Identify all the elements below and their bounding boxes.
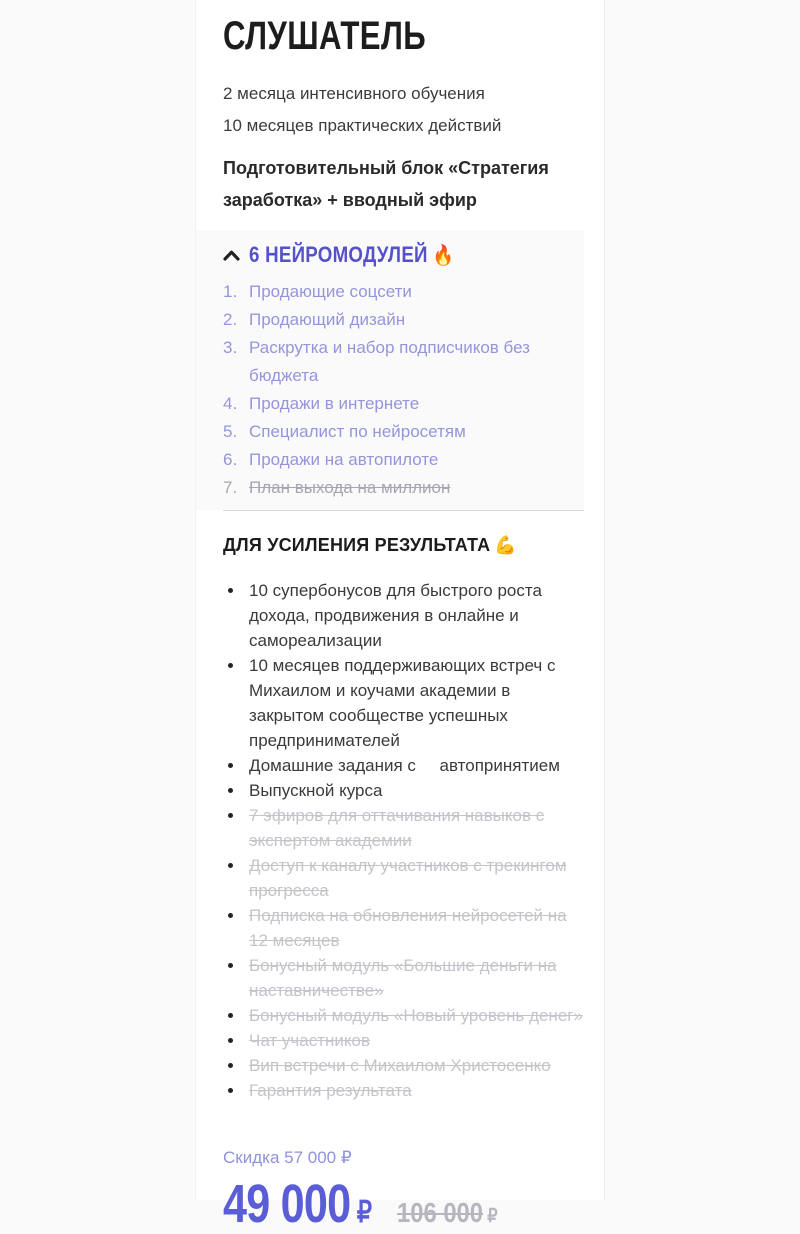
module-item <box>223 390 584 418</box>
bonus-label: Бонусный модуль «Большие деньги на наставничестве» <box>249 956 557 1000</box>
section-divider <box>223 510 584 511</box>
module-label: Специалист по нейросетям <box>249 422 466 441</box>
module-item <box>223 278 584 306</box>
bonus-item <box>223 778 584 803</box>
bullet-icon <box>228 1063 233 1068</box>
bonus-label: 10 месяцев поддерживающих встреч с Михаилом и коучами академии в закрытом сообществе успешных предпринимателей <box>249 656 556 750</box>
bonus-label: Подписка на обновления нейросетей на 12 месяцев <box>249 906 567 950</box>
intro-text: Подготовительный блок «Стратегия заработка» + вводный эфир <box>223 158 549 210</box>
bullet-icon <box>228 813 233 818</box>
bonus-item <box>223 653 584 753</box>
boost-title-text: ДЛЯ УСИЛЕНИЯ РЕЗУЛЬТАТА <box>223 535 491 555</box>
bonus-item <box>223 903 584 953</box>
bonus-item <box>223 1003 584 1028</box>
bonus-label: Выпускной курса <box>249 781 383 800</box>
old-price-amount: 106 000 <box>397 1197 484 1228</box>
bullet-icon <box>228 663 233 668</box>
module-label: Продающий дизайн <box>249 310 406 329</box>
bonus-label: Домашние задания с автопринятием <box>249 756 560 775</box>
bonus-item <box>223 853 584 903</box>
tariff-card <box>195 0 605 1234</box>
boost-section-title <box>223 535 584 556</box>
chevron-up-icon <box>223 250 240 261</box>
bullet-icon <box>228 788 233 793</box>
bonus-label: Чат участников <box>249 1031 371 1050</box>
module-label: Продажи на автопилоте <box>249 450 439 469</box>
bullet-icon <box>228 863 233 868</box>
discount-label: Скидка 57 000 ₽ <box>223 1148 352 1167</box>
bullet-icon <box>228 1038 233 1043</box>
module-item <box>223 418 584 446</box>
module-number: 2. <box>223 310 238 329</box>
flexed-biceps-icon: 💪 <box>494 535 517 555</box>
bonus-label: 10 супербонусов для быстрого роста дохода, продвижения в онлайне и самореализации <box>249 581 542 650</box>
module-number: 5. <box>223 422 238 441</box>
price-row <box>223 1174 584 1234</box>
bonus-label: Доступ к каналу участников с трекингом прогресса <box>249 856 567 900</box>
tariff-title: СЛУШАТЕЛЬ <box>223 14 427 58</box>
module-label: План выхода на миллион <box>249 478 451 497</box>
accordion-toggle[interactable] <box>223 242 584 268</box>
bonus-item <box>223 753 584 778</box>
bullet-icon <box>228 963 233 968</box>
module-number: 6. <box>223 450 238 469</box>
module-number: 7. <box>223 478 238 497</box>
duration-line-1: 2 месяца интенсивного обучения <box>223 84 485 103</box>
bonus-item <box>223 1028 584 1053</box>
ruble-sign: ₽ <box>356 1196 373 1229</box>
bullet-icon <box>228 1013 233 1018</box>
bonus-label: 7 эфиров для оттачивания навыков с экспертом академии <box>249 806 545 850</box>
accordion-title-wrap <box>249 242 454 268</box>
bullet-icon <box>228 588 233 593</box>
module-item <box>223 334 584 390</box>
bonus-label: Вип встречи с Михаилом Христосенко <box>249 1056 551 1075</box>
bullet-icon <box>228 1088 233 1093</box>
bonus-item <box>223 953 584 1003</box>
module-label: Раскрутка и набор подписчиков без бюджета <box>249 338 530 385</box>
module-list <box>223 278 584 502</box>
bullet-icon <box>228 913 233 918</box>
module-item <box>223 474 584 502</box>
module-number: 4. <box>223 394 238 413</box>
module-number: 3. <box>223 338 238 357</box>
fire-icon: 🔥 <box>432 245 455 267</box>
bullet-icon <box>228 763 233 768</box>
bonus-item <box>223 803 584 853</box>
module-item <box>223 306 584 334</box>
bonus-item <box>223 578 584 653</box>
old-price <box>397 1199 498 1228</box>
bonus-item <box>223 1053 584 1078</box>
duration-line-2: 10 месяцев практических действий <box>223 116 502 135</box>
module-label: Продажи в интернете <box>249 394 420 413</box>
current-price <box>223 1174 373 1234</box>
bonus-label: Гарантия результата <box>249 1081 412 1100</box>
duration-block <box>223 78 584 142</box>
module-number: 1. <box>223 282 238 301</box>
accordion-title: 6 НЕЙРОМОДУЛЕЙ <box>249 242 428 267</box>
bonus-list <box>223 578 584 1103</box>
module-item <box>223 446 584 474</box>
bonus-item <box>223 1078 584 1103</box>
bonus-label: Бонусный модуль «Новый уровень денег» <box>249 1006 583 1025</box>
old-ruble-sign: ₽ <box>487 1206 498 1227</box>
module-label: Продающие соцсети <box>249 282 412 301</box>
current-price-amount: 49 000 <box>223 1174 351 1234</box>
neuromodules-accordion <box>196 230 584 510</box>
